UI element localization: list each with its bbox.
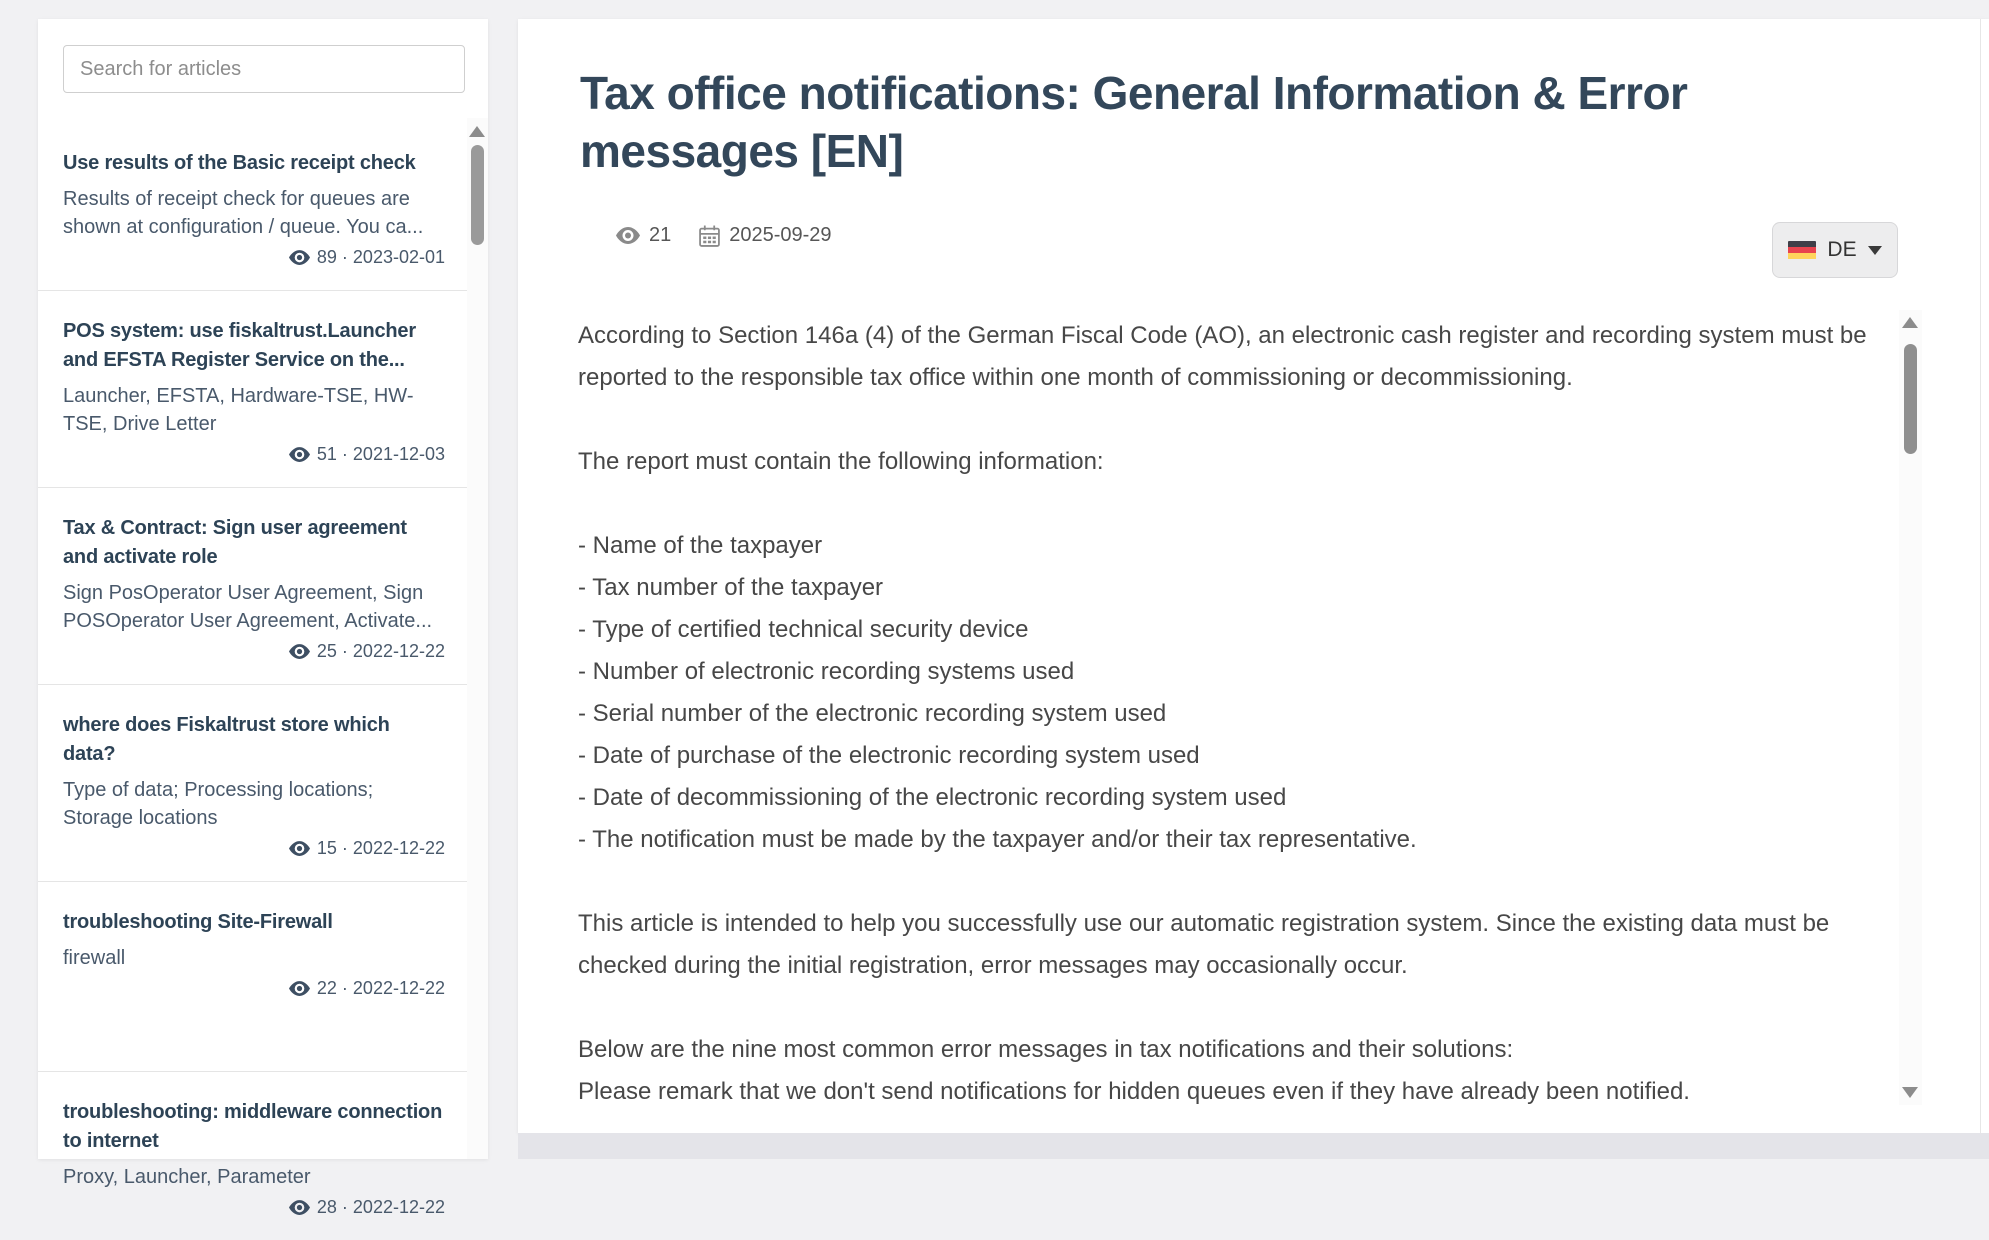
view-count: 21 xyxy=(649,224,672,246)
article-item-views-date: 89 · 2023-02-01 xyxy=(316,247,445,267)
article-body xyxy=(578,315,1918,1155)
article-list-item[interactable] xyxy=(38,487,467,684)
article-item-meta xyxy=(63,1197,445,1218)
article-list-item[interactable] xyxy=(38,684,467,881)
article-body-paragraph: Below are the nine most common error messages in tax notifications and their solutions: Please remark that we don't send notifications for hidden queues even if they have already been notified. xyxy=(578,1036,1690,1105)
article-panel xyxy=(518,19,1989,1133)
article-item-title: where does Fiskaltrust store which data? xyxy=(63,714,390,765)
article-item-title: Tax & Contract: Sign user agreement and activate role xyxy=(63,517,407,568)
article-item-views-date: 51 · 2021-12-03 xyxy=(316,444,445,464)
content-scrollbar-thumb[interactable] xyxy=(1904,344,1917,454)
eye-icon xyxy=(289,447,310,462)
article-meta-row xyxy=(616,224,832,247)
page-title: Tax office notifications: General Information & Error messages [EN] xyxy=(580,67,1688,177)
article-item-views-date: 22 · 2022-12-22 xyxy=(316,978,445,998)
scroll-up-arrow-icon[interactable] xyxy=(1902,317,1918,328)
article-body-paragraph: This article is intended to help you successfully use our automatic registration system. Since the existing data must be checked during the initial registration, error messages may occasionally occur. xyxy=(578,910,1830,979)
language-selector[interactable] xyxy=(1772,222,1898,278)
eye-icon xyxy=(289,250,310,265)
page-background-strip xyxy=(518,1133,1989,1159)
article-item-views-date: 25 · 2022-12-22 xyxy=(316,641,445,661)
article-item-meta xyxy=(63,978,445,999)
eye-icon xyxy=(616,227,640,244)
content-scrollbar[interactable] xyxy=(1899,310,1922,1105)
german-flag-icon xyxy=(1788,241,1816,260)
sidebar-scrollbar-thumb[interactable] xyxy=(471,145,484,245)
scroll-down-arrow-icon[interactable] xyxy=(1902,1087,1918,1098)
article-list-item[interactable] xyxy=(38,1071,467,1240)
article-item-meta xyxy=(63,247,445,268)
language-code: DE xyxy=(1827,238,1857,261)
search-input[interactable] xyxy=(63,45,465,93)
scroll-up-arrow-icon[interactable] xyxy=(469,126,485,137)
article-body-list: - Name of the taxpayer - Tax number of the taxpayer - Type of certified technical security device - Number of electronic recording systems used - Serial number of the electronic recording system used - Date of purchase of the electronic recording system used - Date of decommissioning of the electronic recording system used - The notification must be made by the taxpayer and/or their tax representative. xyxy=(578,532,1417,853)
article-item-description: firewall xyxy=(63,947,126,969)
article-list-item[interactable] xyxy=(38,123,467,290)
article-item-title: troubleshooting Site-Firewall xyxy=(63,911,333,933)
article-item-description: Sign PosOperator User Agreement, Sign POSOperator User Agreement, Activate... xyxy=(63,582,433,632)
article-item-description: Type of data; Processing locations; Storage locations xyxy=(63,779,374,829)
eye-icon xyxy=(289,981,310,996)
sidebar-scrollbar[interactable] xyxy=(467,118,488,1159)
article-item-meta xyxy=(63,838,445,859)
eye-icon xyxy=(289,1200,310,1215)
publish-date: 2025-09-29 xyxy=(729,224,832,246)
sidebar xyxy=(38,19,488,1217)
article-list-item[interactable] xyxy=(38,290,467,487)
article-item-title: Use results of the Basic receipt check xyxy=(63,152,416,174)
article-item-description: Launcher, EFSTA, Hardware-TSE, HW-TSE, Drive Letter xyxy=(63,385,414,435)
article-item-title: troubleshooting: middleware connection to internet xyxy=(63,1101,443,1152)
article-item-meta xyxy=(63,641,445,662)
article-item-description: Proxy, Launcher, Parameter xyxy=(63,1166,311,1188)
eye-icon xyxy=(289,644,310,659)
article-item-views-date: 28 · 2022-12-22 xyxy=(316,1197,445,1217)
window-scrollbar-track-divider xyxy=(1980,19,1981,1133)
article-body-paragraph: According to Section 146a (4) of the German Fiscal Code (AO), an electronic cash register and recording system must be reported to the responsible tax office within one month of commissioning or decommissioning. xyxy=(578,322,1867,391)
article-list xyxy=(38,123,467,1240)
eye-icon xyxy=(289,841,310,856)
article-item-description: Results of receipt check for queues are shown at configuration / queue. You ca... xyxy=(63,188,424,238)
article-list-item[interactable] xyxy=(38,881,467,1071)
article-item-views-date: 15 · 2022-12-22 xyxy=(316,838,445,858)
calendar-icon xyxy=(699,225,720,247)
article-item-meta xyxy=(63,444,445,465)
chevron-down-icon xyxy=(1868,246,1882,255)
article-item-title: POS system: use fiskaltrust.Launcher and EFSTA Register Service on the... xyxy=(63,320,416,371)
article-body-paragraph: The report must contain the following information: xyxy=(578,448,1104,475)
